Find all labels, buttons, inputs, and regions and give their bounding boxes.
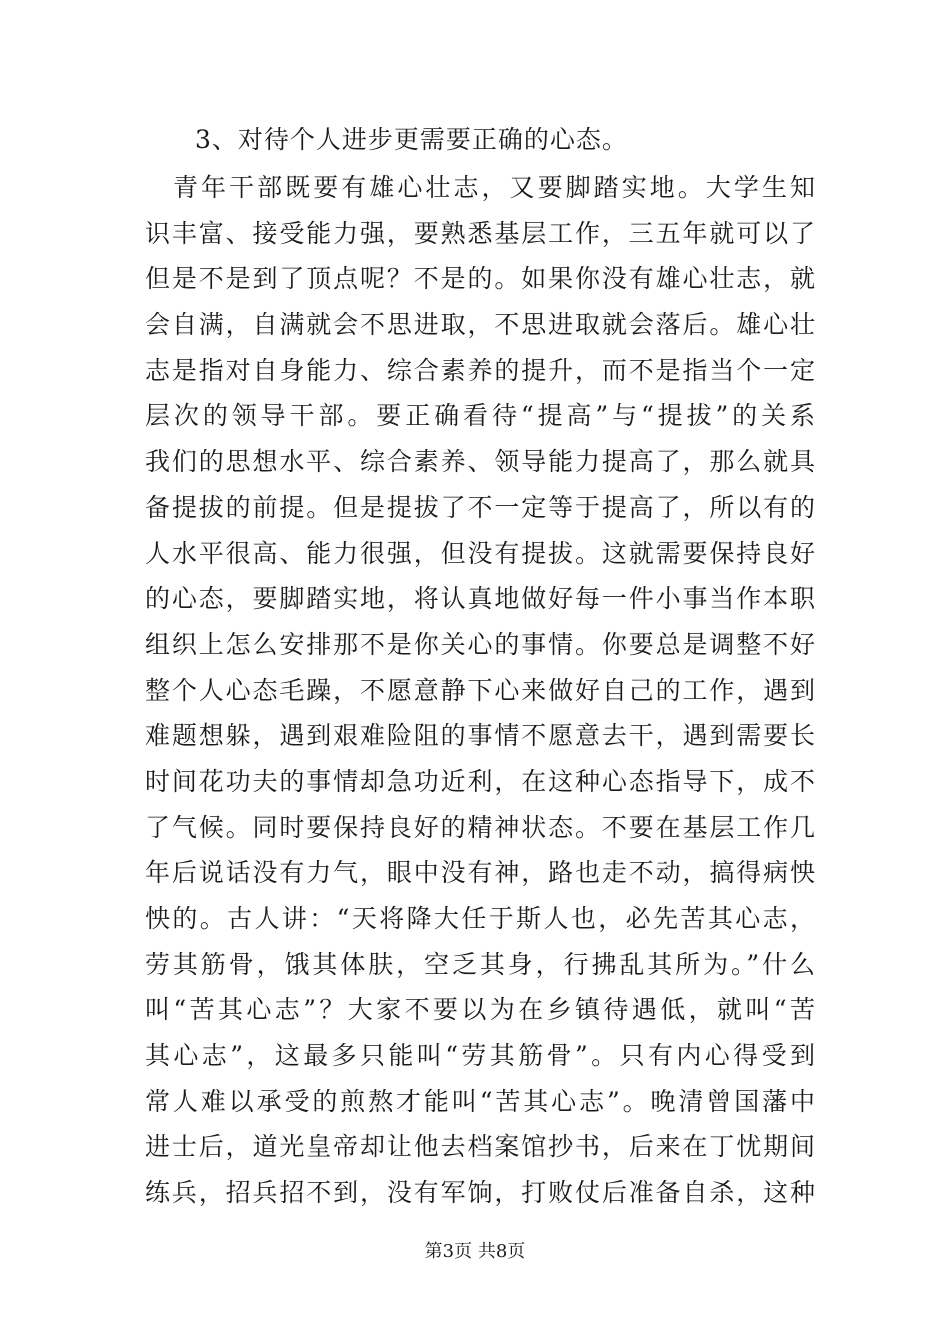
text-line: 其心志”，这最多只能叫“劳其筋骨”。只有内心得受到	[145, 1041, 815, 1071]
text-line: 层次的领导干部。要正确看待“提高”与“提拔”的关系	[145, 401, 815, 431]
text-line: 会自满，自满就会不思进取，不思进取就会落后。雄心壮	[145, 310, 815, 340]
text-line: 练兵，招兵招不到，没有军饷，打败仗后准备自杀，这种	[145, 1178, 815, 1208]
text-line: 难题想躲，遇到艰难险阻的事情不愿意去干，遇到需要长	[145, 721, 815, 751]
text-line: 时间花功夫的事情却急功近利，在这种心态指导下，成不	[145, 766, 815, 796]
text-line: 怏的。古人讲：“天将降大任于斯人也，必先苦其心志，	[145, 904, 815, 933]
page-number-footer: 第3页 共8页	[424, 1241, 526, 1262]
text-line: 整个人心态毛躁，不愿意静下心来做好自己的工作，遇到	[145, 675, 815, 705]
section-heading: 3、对待个人进步更需要正确的心态。	[195, 125, 628, 154]
body-text	[145, 165, 815, 1216]
text-line: 了气候。同时要保持良好的精神状态。不要在基层工作几	[145, 812, 815, 842]
text-line: 但是不是到了顶点呢？不是的。如果你没有雄心壮志，就	[145, 264, 815, 294]
text-line: 叫“苦其心志”？大家不要以为在乡镇待遇低，就叫“苦	[145, 995, 815, 1025]
text-line: 人水平很高、能力很强，但没有提拔。这就需要保持良好	[145, 538, 815, 568]
text-line: 进士后，道光皇帝却让他去档案馆抄书，后来在丁忧期间	[145, 1132, 815, 1162]
text-line: 青年干部既要有雄心壮志，又要脚踏实地。大学生知	[173, 173, 815, 202]
text-line: 劳其筋骨，饿其体肤，空乏其身，行拂乱其所为。”什么	[145, 949, 815, 979]
text-line: 识丰富、接受能力强，要熟悉基层工作，三五年就可以了	[145, 218, 815, 248]
text-line: 年后说话没有力气，眼中没有神，路也走不动，搞得病怏	[145, 858, 815, 888]
text-line: 备提拔的前提。但是提拔了不一定等于提高了，所以有的	[145, 492, 815, 522]
text-line: 的心态，要脚踏实地，将认真地做好每一件小事当作本职	[145, 584, 815, 614]
text-line: 志是指对自身能力、综合素养的提升，而不是指当个一定	[145, 355, 815, 385]
text-line: 常人难以承受的煎熬才能叫“苦其心志”。晚清曾国藩中	[145, 1086, 815, 1116]
text-line: 我们的思想水平、综合素养、领导能力提高了，那么就具	[145, 447, 815, 477]
text-line: 组织上怎么安排那不是你关心的事情。你要总是调整不好	[145, 629, 815, 659]
